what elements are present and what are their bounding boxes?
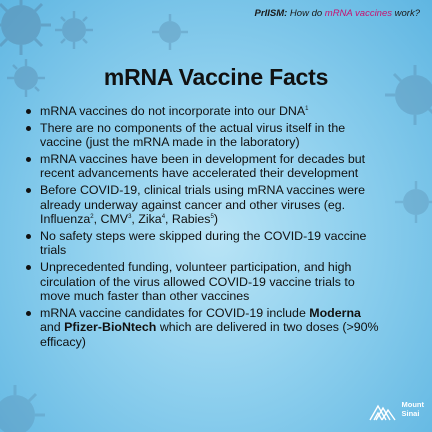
header-tagline xyxy=(255,8,420,19)
mount-sinai-logo xyxy=(368,396,424,426)
logo-text: Mount Sinai xyxy=(401,400,424,418)
list-item: Before COVID-19, clinical trials using mRNA vaccines were already underway against cancer and other viruses (eg. Influenza$^2$, CMV$^3$, Zika$^4$, Rabies$^5$) xyxy=(22,183,382,227)
list-item: mRNA vaccines have been in development for decades but recent advancements have accelerated their development xyxy=(22,152,382,181)
list-item: There are no components of the actual virus itself in the vaccine (just the mRNA made in the laboratory) xyxy=(22,121,382,150)
list-item: Unprecedented funding, volunteer participation, and high circulation of the virus allowed COVID-19 vaccine trials to move much faster than other vaccines xyxy=(22,260,382,304)
virus-icon xyxy=(150,12,190,52)
pfizer-label: Pfizer-BioNtech xyxy=(64,320,157,335)
moderna-label: Moderna xyxy=(309,305,361,320)
question-highlight: mRNA vaccines xyxy=(324,8,393,19)
virus-icon xyxy=(0,0,56,60)
virus-icon xyxy=(392,178,432,226)
question-prefix: How do xyxy=(289,8,325,19)
facts-list xyxy=(22,104,382,352)
question-suffix: work? xyxy=(392,8,420,19)
virus-icon xyxy=(0,380,50,432)
list-item: mRNA vaccine candidates for COVID-19 include Moderna and Pfizer-BioNtech which are delivered in two doses (>90% efficacy) xyxy=(22,306,382,350)
list-item: No safety steps were skipped during the COVID-19 vaccine trials xyxy=(22,229,382,258)
virus-icon xyxy=(52,8,96,52)
brand-name: PrIISM: xyxy=(254,8,288,19)
page-title: mRNA Vaccine Facts xyxy=(103,64,329,90)
mountain-icon xyxy=(368,398,398,422)
list-item: mRNA vaccines do not incorporate into our DNA$^1$ xyxy=(22,104,382,119)
